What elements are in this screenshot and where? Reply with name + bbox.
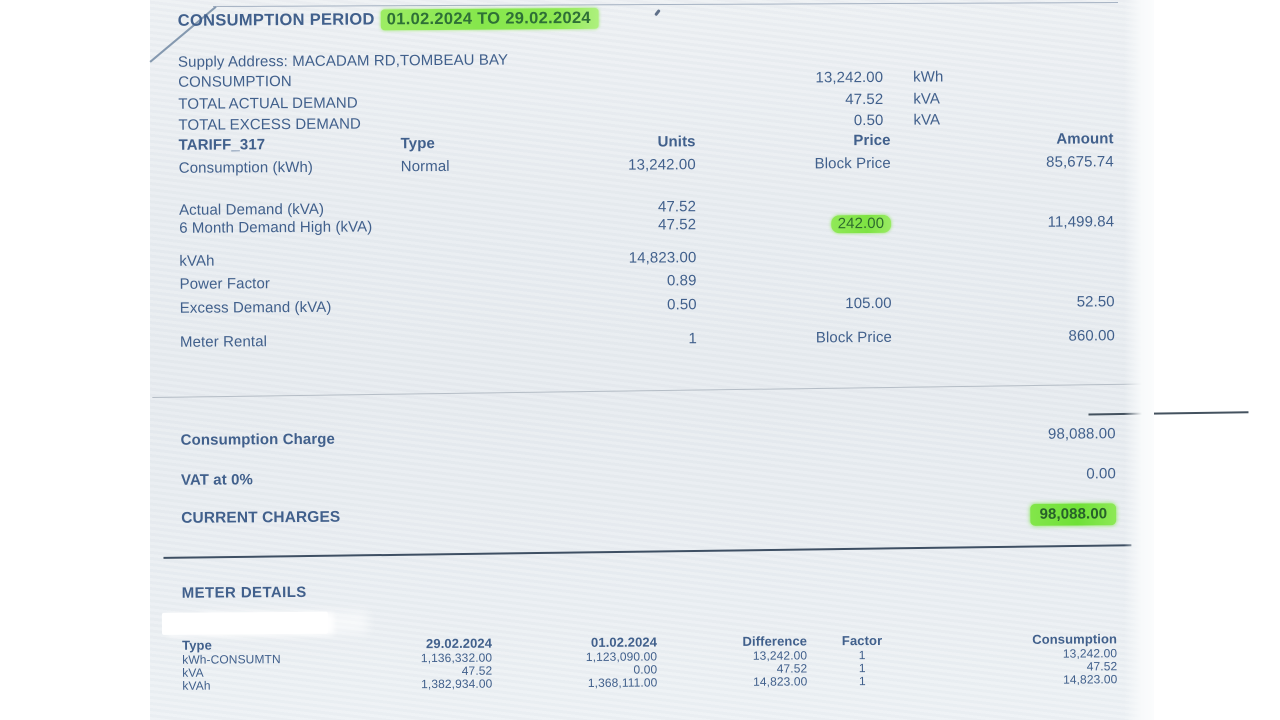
tariff-row-amount: 11,499.84 [1047, 213, 1115, 231]
tariff-row-label: Consumption (kWh) [178, 158, 314, 177]
tariff-row-type: Normal [400, 157, 450, 176]
meter-row-factor: 1 [858, 674, 866, 689]
tariff-row-price [696, 271, 891, 289]
tariff-row [179, 153, 1114, 177]
tariff-row-type [402, 273, 512, 291]
summary-value: 13,242.00 [815, 68, 884, 87]
tariff-row-type [402, 331, 512, 349]
tariff-row-type [401, 250, 511, 268]
meter-row-reading-start: 1,123,090.00 [585, 649, 658, 664]
tariff-row-label: kVAh [179, 252, 215, 270]
tariff-row-price [696, 197, 891, 215]
summary-label: TOTAL ACTUAL DEMAND [178, 94, 358, 113]
meter-row-difference: 47.52 [776, 661, 808, 676]
tariff-row-amount [891, 269, 1114, 288]
summary-row-consumption [178, 67, 1113, 91]
tariff-row-type [401, 217, 511, 236]
tariff-row-amount: 52.50 [1076, 293, 1115, 311]
meter-row-type: kVA [182, 665, 204, 680]
tariff-row-amount: 860.00 [1068, 327, 1116, 345]
amount-column-rule [1088, 411, 1248, 415]
total-label: VAT at 0% [180, 471, 254, 489]
summary-label: TOTAL EXCESS DEMAND [178, 115, 362, 134]
tariff-row-label: 6 Month Demand High (kVA) [179, 218, 373, 237]
meter-row-type: kVAh [182, 678, 211, 693]
meter-col-factor: Factor [841, 632, 883, 649]
meter-row-reading-start: 1,368,111.00 [587, 675, 658, 690]
meter-details-title: METER DETAILS [181, 583, 307, 602]
meter-row-factor: 1 [858, 648, 866, 663]
summary-value: 47.52 [845, 90, 884, 109]
total-label: CURRENT CHARGES [181, 508, 341, 527]
tariff-row-label: Actual Demand (kVA) [178, 200, 325, 219]
bill-document [150, 0, 1150, 720]
summary-label: CONSUMPTION [178, 73, 292, 91]
meter-row-reading-start: 0.00 [633, 662, 658, 677]
summary-value: 0.50 [853, 111, 884, 130]
tariff-row-amount: 85,675.74 [1046, 153, 1114, 171]
tariff-row-amount [891, 195, 1114, 214]
supply-address-value: MACADAM RD,TOMBEAU BAY [292, 51, 509, 71]
tariff-row-type [402, 297, 512, 315]
meter-col-difference: Difference [742, 633, 808, 649]
tariff-row-units: 47.52 [657, 198, 697, 216]
consumption-period-label: CONSUMPTION PERIOD [177, 10, 375, 30]
total-label: Consumption Charge [180, 430, 336, 449]
tariff-row-type [401, 199, 511, 217]
meter-col-consumption: Consumption [1032, 631, 1118, 647]
summary-unit: kWh [913, 68, 944, 86]
tariff-row-units: 47.52 [658, 216, 697, 234]
tariff-row-price: Block Price [815, 328, 893, 347]
tariff-row-units: 13,242.00 [628, 156, 696, 174]
meter-row-consumption: 47.52 [1086, 659, 1118, 674]
tariff-col-price: Price [853, 131, 891, 150]
tariff-row-units: 1 [688, 330, 698, 348]
meter-row-difference: 14,823.00 [753, 674, 808, 689]
meter-row-difference: 13,242.00 [752, 648, 808, 663]
tariff-row-price: 105.00 [845, 294, 892, 313]
total-value: 98,088.00 [1047, 425, 1116, 443]
tariff-row-label: Meter Rental [179, 333, 268, 351]
tariff-row-label: Power Factor [179, 275, 271, 293]
tariff-row-units: 0.89 [666, 272, 697, 290]
tariff-row-units: 14,823.00 [628, 249, 697, 267]
tariff-row [180, 293, 1115, 317]
total-value: 0.00 [1086, 465, 1116, 483]
current-charges-highlight-wrap [886, 503, 1116, 527]
tariff-header-row [179, 130, 1114, 154]
redacted-text-box [162, 612, 328, 635]
tariff-row-price-highlight-wrap [696, 215, 891, 234]
tariff-row [179, 246, 1114, 270]
meter-row-consumption: 13,242.00 [1062, 646, 1118, 661]
tariff-col-type: Type [400, 135, 435, 153]
section-divider-faint [152, 383, 1147, 398]
consumption-period-row [178, 5, 1113, 31]
meter-col-type: Type [182, 637, 212, 653]
total-row-consumption-charge [181, 425, 1116, 449]
total-row-vat [181, 465, 1116, 489]
meter-row-reading-end: 1,136,332.00 [420, 650, 493, 666]
six-month-demand-price-highlight: 242.00 [831, 215, 892, 233]
meter-col-reading-start: 01.02.2024 [590, 634, 658, 650]
bill-content [150, 0, 1155, 720]
meter-row-factor: 1 [858, 661, 866, 676]
tariff-row-units: 0.50 [667, 296, 697, 314]
tariff-row-label: Excess Demand (kVA) [179, 298, 332, 317]
tariff-col-amount: Amount [1056, 130, 1114, 148]
current-charges-value-highlight: 98,088.00 [1030, 503, 1116, 526]
meter-row-type: kWh-CONSUMTN [182, 652, 281, 667]
summary-unit: kVA [913, 90, 941, 108]
summary-row-actual-demand [178, 89, 1113, 113]
tariff-col-units: Units [657, 133, 696, 151]
tariff-row-amount [891, 246, 1114, 265]
total-row-current-charges [181, 503, 1116, 532]
meter-row-reading-end: 1,382,934.00 [421, 676, 493, 692]
meter-col-reading-end: 29.02.2024 [425, 635, 493, 652]
meter-row-consumption: 14,823.00 [1063, 672, 1118, 687]
summary-unit: kVA [913, 111, 941, 129]
tariff-row-price: Block Price [814, 154, 891, 173]
supply-address-label: Supply Address: [177, 53, 288, 71]
meter-row-reading-end: 47.52 [461, 663, 493, 678]
tariff-row [180, 327, 1115, 351]
tariff-row [180, 269, 1115, 293]
consumption-period-value-highlight: 01.02.2024 TO 29.02.2024 [381, 8, 599, 31]
meter-section-divider [163, 544, 1131, 559]
tariff-row-price [696, 248, 891, 266]
tariff-name: TARIFF_317 [178, 136, 266, 154]
